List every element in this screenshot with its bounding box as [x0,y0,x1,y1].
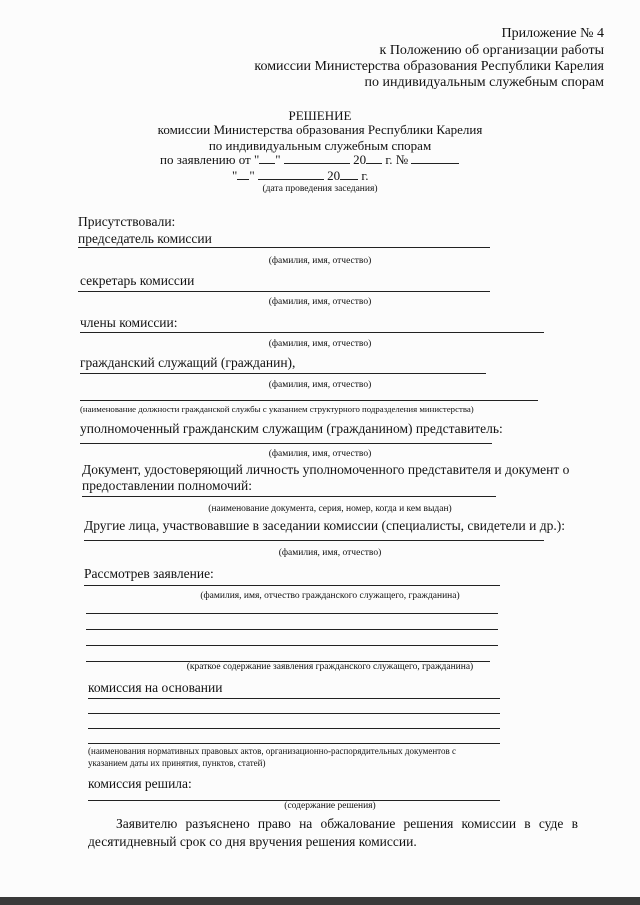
basis-line-3 [88,728,500,729]
chair-caption: (фамилия, имя, отчество) [268,256,372,266]
meeting-year-blank [340,179,358,180]
civil-servant-caption: (фамилия, имя, отчество) [268,380,372,390]
meeting-day-blank [237,179,249,180]
statement-number-blank [411,163,459,164]
statement-label: по заявлению от " [160,152,260,167]
applicant-caption: (фамилия, имя, отчество гражданского служащего, гражданина) [200,591,460,601]
statement-quote: " [275,152,281,167]
heading-disputes: по индивидуальным служебным спорам [208,138,432,153]
appendix-commission: комиссии Министерства образования Республики Карелия [254,59,604,74]
civil-servant-label: гражданский служащий (гражданин), [80,355,296,370]
meeting-month-blank [258,179,324,180]
statement-month-blank [284,163,350,164]
considered-label: Рассмотрев заявление: [84,566,214,581]
meeting-date-caption: (дата проведения заседания) [262,184,378,194]
document-label-line2: предоставлении полномочий: [82,478,252,493]
representative-caption: (фамилия, имя, отчество) [268,449,372,459]
present-label: Присутствовали: [78,214,176,229]
basis-line-4 [88,743,500,744]
chair-line [78,247,490,248]
summary-line-3 [86,645,498,646]
decided-label: комиссия решила: [88,776,192,791]
appendix-disputes: по индивидуальным служебным спорам [364,75,604,90]
meeting-year-prefix: 20 [327,168,341,183]
statement-date-line [160,152,459,168]
closing-paragraph [88,815,578,851]
secretary-line [78,291,490,292]
summary-caption: (краткое содержание заявления гражданского служащего, гражданина) [186,662,474,672]
position-line [80,400,538,401]
statement-number-label: г. № [385,152,409,167]
others-caption: (фамилия, имя, отчество) [278,548,382,558]
chair-label: председатель комиссии [78,231,212,246]
meeting-quote-open: " [232,168,238,183]
members-label: члены комиссии: [80,315,178,330]
heading-commission: комиссии Министерства образования Республики Карелия [157,122,483,137]
meeting-date-line [232,168,369,184]
closing-text: Заявителю разъяснено право на обжалование решения комиссии в суде в десятидневный срок со дня вручения решения комиссии. [88,816,578,849]
position-caption: (наименование должности гражданской службы с указанием структурного подразделения министерства) [80,404,474,414]
members-caption: (фамилия, имя, отчество) [268,339,372,349]
document-line [82,496,496,497]
summary-line-1 [86,613,498,614]
basis-line-1 [88,698,500,699]
secretary-caption: (фамилия, имя, отчество) [268,297,372,307]
civil-servant-line [80,373,486,374]
others-label: Другие лица, участвовавшие в заседании комиссии (специалисты, свидетели и др.): [84,518,565,533]
statement-day-blank [259,163,275,164]
appendix-regulation: к Положению об организации работы [379,43,604,58]
acts-caption-line2: указанием даты их принятия, пунктов, статей) [88,758,266,768]
document-label-line1: Документ, удостоверяющий личность уполномоченного представителя и документ о [82,462,570,477]
meeting-quote-mid: " [249,168,255,183]
basis-line-2 [88,713,500,714]
scan-bottom-edge [0,897,640,905]
decision-caption: (содержание решения) [284,801,376,811]
representative-line [80,443,492,444]
document-caption: (наименование документа, серия, номер, когда и кем выдан) [208,504,452,514]
document-title: РЕШЕНИЕ [288,108,352,123]
statement-year-blank [366,163,382,164]
appendix-number: Приложение № 4 [501,26,604,41]
applicant-line [84,585,500,586]
members-line [80,332,544,333]
basis-label: комиссия на основании [88,680,223,695]
acts-caption-line1: (наименования нормативных правовых актов, организационно-распорядительных документов с [88,746,456,756]
others-line [84,540,544,541]
representative-label: уполномоченный гражданским служащим (гражданином) представитель: [80,421,503,436]
secretary-label: секретарь комиссии [80,273,195,288]
statement-year-prefix: 20 [353,152,367,167]
meeting-year-label: г. [361,168,369,183]
summary-line-2 [86,629,498,630]
